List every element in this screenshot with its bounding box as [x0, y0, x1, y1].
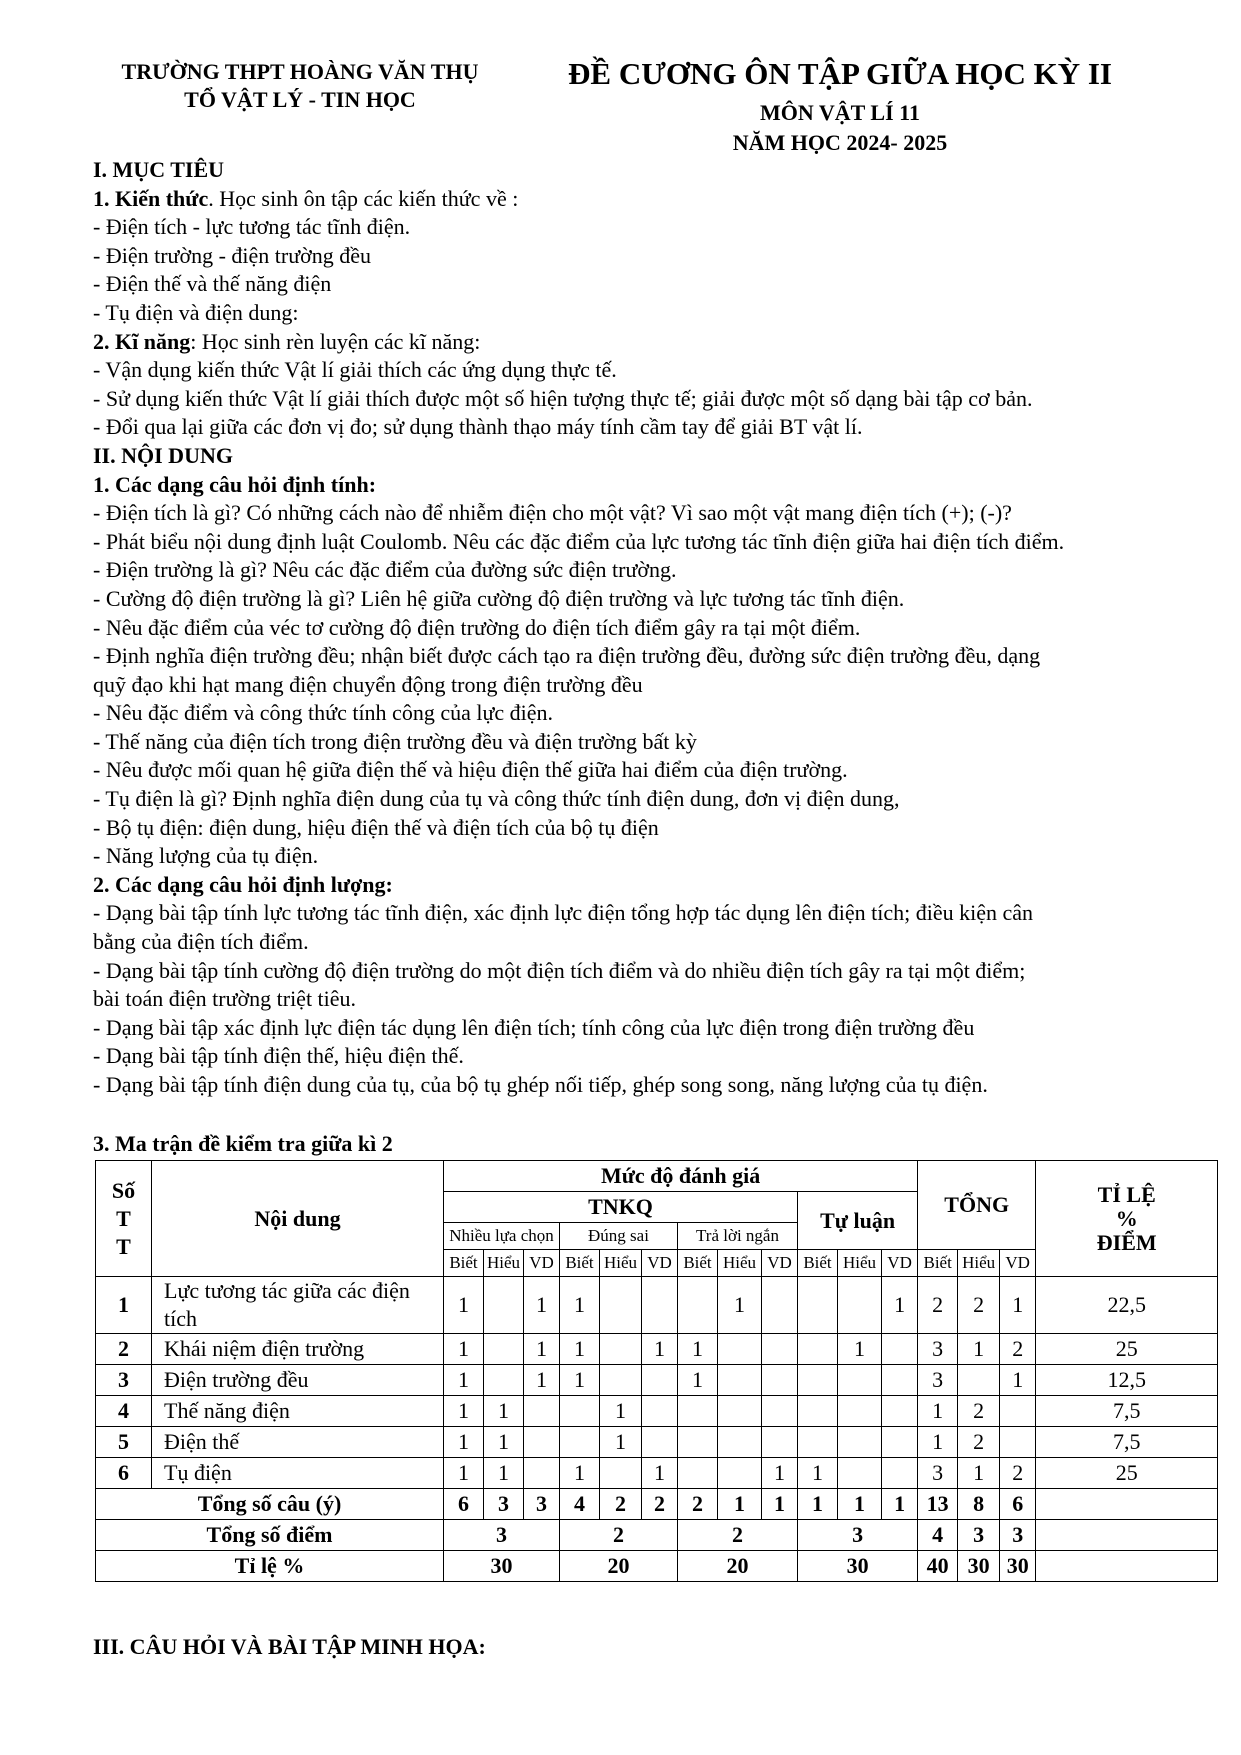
level-label: VD	[642, 1250, 678, 1277]
count-cell	[798, 1365, 838, 1396]
header-row-1	[96, 1161, 1218, 1192]
count-cell: 1	[444, 1458, 484, 1489]
count-cell	[798, 1277, 838, 1334]
qualitative-item: quỹ đạo khi hạt mang điện chuyển động trong điện trường đều	[93, 671, 643, 697]
count-cell	[882, 1427, 918, 1458]
total-count-cell: 8	[958, 1489, 1000, 1520]
row-number: 6	[96, 1458, 152, 1489]
total-header: TỔNG	[918, 1161, 1036, 1250]
count-cell: 1	[718, 1277, 762, 1334]
school-name: TRƯỜNG THPT HOÀNG VĂN THỤ	[121, 59, 479, 84]
count-cell: 1	[560, 1277, 600, 1334]
tnkq-header: TNKQ	[444, 1192, 798, 1223]
skills-label: 2. Kĩ năng	[93, 328, 191, 354]
count-cell: 1	[444, 1427, 484, 1458]
total-ratio-cell: 30	[958, 1551, 1000, 1582]
row-number: 3	[96, 1365, 152, 1396]
count-cell: 1	[524, 1334, 560, 1365]
count-cell: 1	[560, 1458, 600, 1489]
count-cell: 2	[958, 1277, 1000, 1334]
count-cell	[838, 1365, 882, 1396]
quantitative-item: - Dạng bài tập tính lực tương tác tĩnh điện, xác định lực điện tổng hợp tác dụng lên điện tích; điều kiện cân	[93, 900, 1034, 926]
total-count-cell: 3	[484, 1489, 524, 1520]
qualitative-item: - Nêu đặc điểm của véc tơ cường độ điện trường do điện tích điểm gây ra tại một điểm.	[93, 614, 861, 640]
quantitative-item: bài toán điện trường triệt tiêu.	[93, 986, 357, 1012]
ratio-row	[96, 1551, 1218, 1582]
count-cell: 3	[918, 1365, 958, 1396]
level-label: VD	[524, 1250, 560, 1277]
count-cell	[600, 1458, 642, 1489]
count-cell: 3	[918, 1334, 958, 1365]
count-cell	[642, 1427, 678, 1458]
short-answer-header: Trả lời ngắn	[678, 1223, 798, 1250]
row-number: 5	[96, 1427, 152, 1458]
skills-item: - Vận dụng kiến thức Vật lí giải thích các ứng dụng thực tế.	[93, 357, 617, 383]
level-label: Hiểu	[484, 1250, 524, 1277]
count-cell: 1	[918, 1396, 958, 1427]
count-cell: 1	[560, 1365, 600, 1396]
total-ratio-cell: 30	[1000, 1551, 1036, 1582]
count-cell: 1	[882, 1277, 918, 1334]
count-cell: 1	[524, 1365, 560, 1396]
matrix-row	[96, 1277, 1218, 1334]
total-count-cell: 1	[798, 1489, 838, 1520]
school-header	[95, 58, 505, 114]
count-cell	[524, 1458, 560, 1489]
level-label: Biết	[560, 1250, 600, 1277]
knowledge-item: - Điện trường - điện trường đều	[93, 242, 372, 268]
ratio-cell: 25	[1036, 1458, 1218, 1489]
count-cell	[762, 1396, 798, 1427]
count-cell: 1	[678, 1334, 718, 1365]
total-questions-row	[96, 1489, 1218, 1520]
level-label: Biết	[444, 1250, 484, 1277]
assessment-level-header: Mức độ đánh giá	[444, 1161, 918, 1192]
row-content: Khái niệm điện trường	[152, 1334, 444, 1365]
knowledge-label: 1. Kiến thức	[93, 185, 209, 211]
count-cell	[678, 1458, 718, 1489]
count-cell	[484, 1334, 524, 1365]
count-cell: 1	[484, 1396, 524, 1427]
total-count-cell: 1	[762, 1489, 798, 1520]
count-cell	[642, 1365, 678, 1396]
count-cell	[524, 1427, 560, 1458]
count-cell	[678, 1277, 718, 1334]
count-cell	[642, 1277, 678, 1334]
count-cell: 1	[444, 1396, 484, 1427]
row-content: Điện trường đều	[152, 1365, 444, 1396]
row-content: Thế năng điện	[152, 1396, 444, 1427]
row-content: Lực tương tác giữa các điện tích	[152, 1277, 444, 1334]
count-cell: 2	[958, 1396, 1000, 1427]
skills-item: - Sử dụng kiến thức Vật lí giải thích được một số hiện tượng thực tế; giải được một số dạng bài tập cơ bản.	[93, 385, 1033, 411]
department-name: TỔ VẬT LÝ - TIN HỌC	[184, 87, 416, 112]
qualitative-item: - Bộ tụ điện: điện dung, hiệu điện thế và điện tích của bộ tụ điện	[93, 814, 659, 840]
count-cell	[798, 1396, 838, 1427]
count-cell: 1	[1000, 1277, 1036, 1334]
total-count-cell: 1	[882, 1489, 918, 1520]
qualitative-item: - Điện tích là gì? Có những cách nào để nhiễm điện cho một vật? Vì sao một vật mang điện tích (+); (-)?	[93, 500, 1012, 526]
count-cell: 1	[958, 1334, 1000, 1365]
ratio-cell: 25	[1036, 1334, 1218, 1365]
level-label: VD	[762, 1250, 798, 1277]
empty-cell	[1036, 1489, 1218, 1520]
subtitle-block	[520, 98, 1160, 158]
qualitative-item: - Tụ điện là gì? Định nghĩa điện dung của tụ và công thức tính điện dung, đơn vị điện dung,	[93, 786, 900, 812]
count-cell: 2	[1000, 1458, 1036, 1489]
count-cell: 1	[1000, 1365, 1036, 1396]
count-cell: 1	[600, 1427, 642, 1458]
content-header: Nội dung	[152, 1161, 444, 1277]
count-cell: 1	[524, 1277, 560, 1334]
qualitative-item: - Phát biểu nội dung định luật Coulomb. Nêu các đặc điểm của lực tương tác tĩnh điện giữa hai điện tích điểm.	[93, 528, 1065, 554]
count-cell	[718, 1458, 762, 1489]
quantitative-item: - Dạng bài tập tính điện dung của tụ, của bộ tụ ghép nối tiếp, ghép song song, năng lượng của tụ điện.	[93, 1072, 988, 1097]
row-number: 2	[96, 1334, 152, 1365]
essay-header: Tự luận	[798, 1192, 918, 1250]
count-cell	[1000, 1396, 1036, 1427]
count-cell	[762, 1334, 798, 1365]
total-points-cell: 4	[918, 1520, 958, 1551]
count-cell: 1	[484, 1458, 524, 1489]
count-cell: 1	[798, 1458, 838, 1489]
total-points-cell: 3	[958, 1520, 1000, 1551]
count-cell: 2	[958, 1427, 1000, 1458]
level-label: VD	[882, 1250, 918, 1277]
quantitative-item: bằng của điện tích điểm.	[93, 929, 309, 955]
level-label: Hiểu	[718, 1250, 762, 1277]
knowledge-item: - Tụ điện và điện dung:	[93, 299, 299, 325]
count-cell	[958, 1365, 1000, 1396]
count-cell: 1	[444, 1277, 484, 1334]
group-points: 3	[444, 1520, 560, 1551]
count-cell	[718, 1365, 762, 1396]
count-cell	[762, 1365, 798, 1396]
count-cell	[560, 1396, 600, 1427]
count-cell	[838, 1277, 882, 1334]
row-content: Tụ điện	[152, 1458, 444, 1489]
group-points: 2	[560, 1520, 678, 1551]
knowledge-intro: . Học sinh ôn tập các kiến thức về :	[208, 185, 519, 211]
count-cell	[718, 1334, 762, 1365]
count-cell	[484, 1365, 524, 1396]
count-cell: 1	[560, 1334, 600, 1365]
row-number: 1	[96, 1277, 152, 1334]
total-points-row	[96, 1520, 1218, 1551]
level-label: Biết	[678, 1250, 718, 1277]
count-cell: 3	[918, 1458, 958, 1489]
count-cell: 1	[642, 1458, 678, 1489]
ratio-cell: 12,5	[1036, 1365, 1218, 1396]
group-points: 3	[798, 1520, 918, 1551]
row-content: Điện thế	[152, 1427, 444, 1458]
total-count-cell: 2	[600, 1489, 642, 1520]
qualitative-item: - Cường độ điện trường là gì? Liên hệ giữa cường độ điện trường và lực tương tác tĩnh điện.	[93, 585, 905, 611]
matrix-row	[96, 1334, 1218, 1365]
count-cell	[838, 1458, 882, 1489]
row-label: Tổng số câu (ý)	[96, 1489, 444, 1520]
count-cell	[642, 1396, 678, 1427]
count-cell: 1	[444, 1365, 484, 1396]
qualitative-item: - Nêu đặc điểm và công thức tính công của lực điện.	[93, 700, 554, 726]
count-cell: 2	[1000, 1334, 1036, 1365]
quantitative-item: - Dạng bài tập xác định lực điện tác dụng lên điện tích; tính công của lực điện trong điện trường đều	[93, 1014, 975, 1040]
knowledge-item: - Điện thế và thế năng điện	[93, 271, 332, 297]
ratio-cell: 7,5	[1036, 1396, 1218, 1427]
section-objectives-title: I. MỤC TIÊU	[93, 157, 225, 182]
level-label: Hiểu	[958, 1250, 1000, 1277]
count-cell	[560, 1427, 600, 1458]
group-ratio: 20	[560, 1551, 678, 1582]
total-count-cell: 13	[918, 1489, 958, 1520]
empty-cell	[1036, 1551, 1218, 1582]
count-cell	[882, 1396, 918, 1427]
knowledge-heading	[93, 185, 1203, 214]
matrix-row	[96, 1365, 1218, 1396]
group-points: 2	[678, 1520, 798, 1551]
quantitative-item: - Dạng bài tập tính cường độ điện trường do một điện tích điểm và do nhiều điện tích gây ra tại một điểm;	[93, 957, 1026, 983]
count-cell: 2	[918, 1277, 958, 1334]
qualitative-heading: 1. Các dạng câu hỏi định tính:	[93, 471, 377, 497]
count-cell	[798, 1334, 838, 1365]
true-false-header: Đúng sai	[560, 1223, 678, 1250]
matrix-body	[96, 1277, 1218, 1489]
count-cell	[718, 1427, 762, 1458]
total-ratio-cell: 40	[918, 1551, 958, 1582]
section-questions-title: III. CÂU HỎI VÀ BÀI TẬP MINH HỌA:	[93, 1634, 486, 1659]
level-label: Hiểu	[838, 1250, 882, 1277]
level-label: Biết	[798, 1250, 838, 1277]
row-number: 4	[96, 1396, 152, 1427]
count-cell: 1	[918, 1427, 958, 1458]
matrix-row	[96, 1458, 1218, 1489]
count-cell	[600, 1365, 642, 1396]
count-cell	[524, 1396, 560, 1427]
year-line: NĂM HỌC 2024- 2025	[732, 130, 948, 155]
quantitative-heading: 2. Các dạng câu hỏi định lượng:	[93, 871, 393, 897]
total-count-cell: 1	[718, 1489, 762, 1520]
count-cell	[1000, 1427, 1036, 1458]
qualitative-item: - Nêu được mối quan hệ giữa điện thế và hiệu điện thế giữa hai điểm của điện trường.	[93, 757, 848, 783]
count-cell	[882, 1365, 918, 1396]
count-cell	[600, 1334, 642, 1365]
count-cell	[678, 1396, 718, 1427]
knowledge-item: - Điện tích - lực tương tác tĩnh điện.	[93, 214, 411, 240]
count-cell: 1	[958, 1458, 1000, 1489]
total-count-cell: 3	[524, 1489, 560, 1520]
total-count-cell: 4	[560, 1489, 600, 1520]
count-cell	[762, 1427, 798, 1458]
ratio-cell: 22,5	[1036, 1277, 1218, 1334]
level-label: Biết	[918, 1250, 958, 1277]
count-cell	[798, 1427, 838, 1458]
count-cell: 1	[642, 1334, 678, 1365]
skills-heading	[93, 328, 1203, 357]
row-label: Tổng số điểm	[96, 1520, 444, 1551]
document-title: ĐỀ CƯƠNG ÔN TẬP GIỮA HỌC KỲ II	[568, 56, 1112, 91]
document-body	[93, 156, 1203, 1100]
row-label: Tỉ lệ %	[96, 1551, 444, 1582]
qualitative-item: - Thế năng của điện tích trong điện trường đều và điện trường bất kỳ	[93, 728, 697, 754]
group-ratio: 20	[678, 1551, 798, 1582]
count-cell	[882, 1458, 918, 1489]
count-cell: 1	[762, 1458, 798, 1489]
ratio-header: TỈ LỆ % ĐIỂM	[1036, 1161, 1218, 1277]
group-ratio: 30	[798, 1551, 918, 1582]
total-count-cell: 6	[444, 1489, 484, 1520]
multiple-choice-header: Nhiều lựa chọn	[444, 1223, 560, 1250]
group-ratio: 30	[444, 1551, 560, 1582]
count-cell	[678, 1427, 718, 1458]
stt-header: Số T T	[96, 1161, 152, 1277]
count-cell	[838, 1427, 882, 1458]
exam-matrix	[95, 1160, 1197, 1582]
skills-item: - Đổi qua lại giữa các đơn vị đo; sử dụng thành thạo máy tính cầm tay để giải BT vật lí.	[93, 414, 863, 440]
skills-intro: : Học sinh rèn luyện các kĩ năng:	[190, 328, 481, 354]
matrix-table	[95, 1160, 1218, 1582]
total-count-cell: 6	[1000, 1489, 1036, 1520]
count-cell: 1	[484, 1427, 524, 1458]
matrix-row	[96, 1427, 1218, 1458]
qualitative-item: - Định nghĩa điện trường đều; nhận biết được cách tạo ra điện trường đều, đường sức điện trường đều, dạng	[93, 643, 1041, 669]
total-points-cell: 3	[1000, 1520, 1036, 1551]
count-cell	[718, 1396, 762, 1427]
quantitative-item: - Dạng bài tập tính điện thế, hiệu điện thế.	[93, 1043, 464, 1069]
count-cell: 1	[838, 1334, 882, 1365]
total-count-cell: 2	[678, 1489, 718, 1520]
count-cell	[762, 1277, 798, 1334]
count-cell	[838, 1396, 882, 1427]
count-cell: 1	[678, 1365, 718, 1396]
ratio-cell: 7,5	[1036, 1427, 1218, 1458]
subject-line: MÔN VẬT LÍ 11	[760, 100, 920, 125]
count-cell: 1	[444, 1334, 484, 1365]
qualitative-item: - Điện trường là gì? Nêu các đặc điểm của đường sức điện trường.	[93, 557, 677, 583]
section-content-title: II. NỘI DUNG	[93, 442, 233, 468]
level-label: Hiểu	[600, 1250, 642, 1277]
total-count-cell: 1	[838, 1489, 882, 1520]
qualitative-item: - Năng lượng của tụ điện.	[93, 843, 319, 869]
count-cell	[484, 1277, 524, 1334]
matrix-heading: 3. Ma trận đề kiểm tra giữa kì 2	[93, 1131, 393, 1156]
count-cell	[600, 1277, 642, 1334]
count-cell: 1	[600, 1396, 642, 1427]
level-label: VD	[1000, 1250, 1036, 1277]
count-cell	[882, 1334, 918, 1365]
matrix-row	[96, 1396, 1218, 1427]
total-count-cell: 2	[642, 1489, 678, 1520]
empty-cell	[1036, 1520, 1218, 1551]
